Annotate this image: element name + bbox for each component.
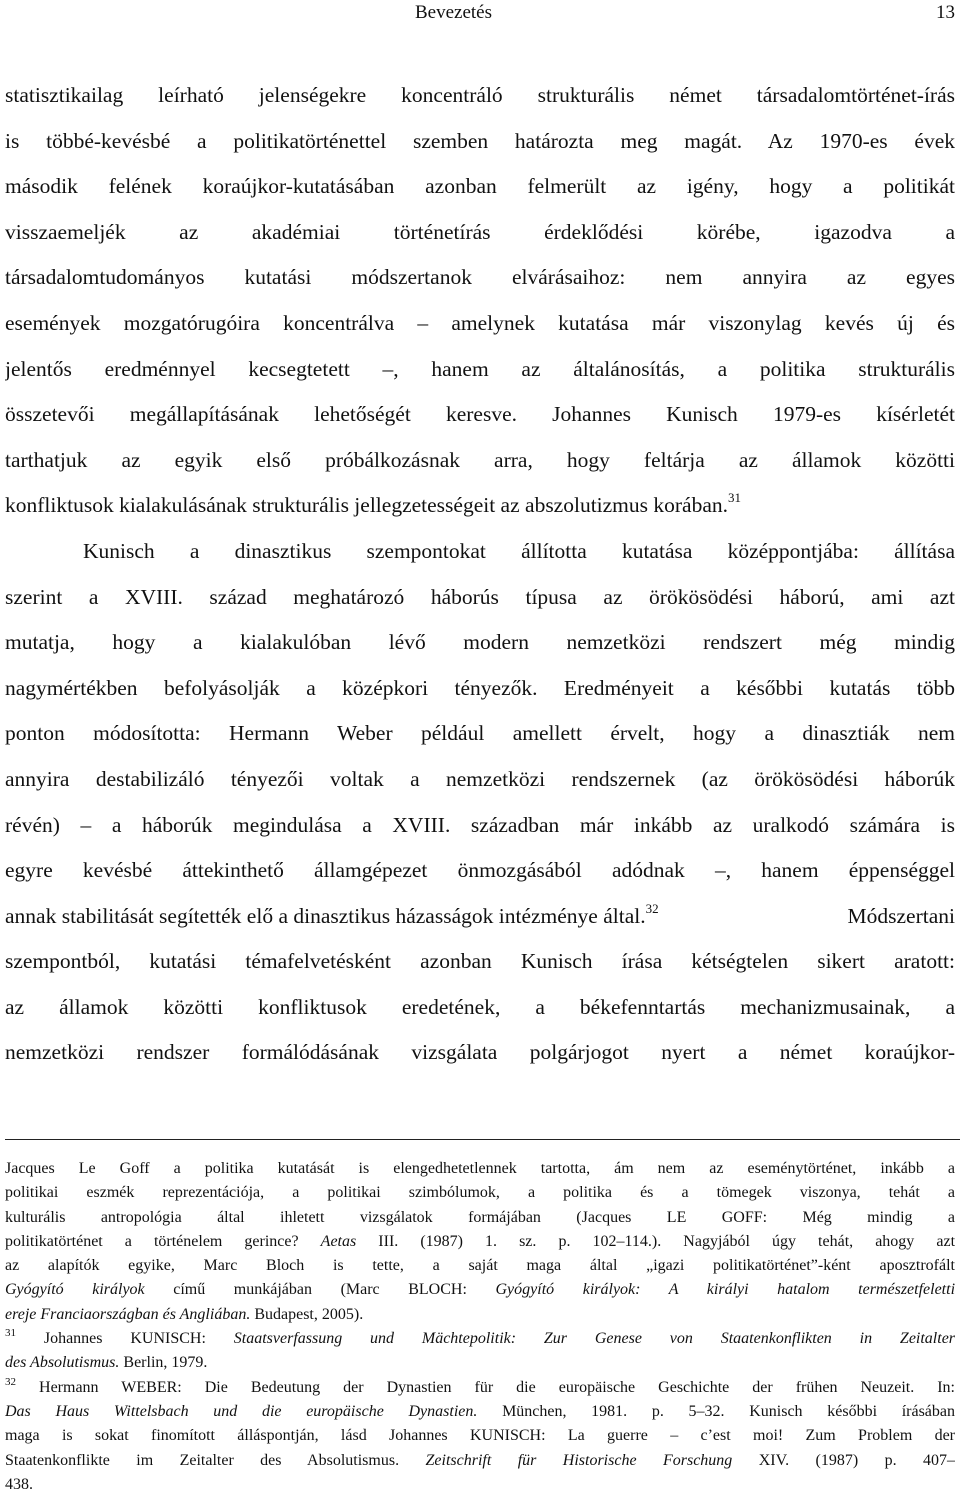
body-line: nagymértékben befolyásolják a középkori tényezők. Eredményeit a későbbi kutatás több (5, 675, 955, 700)
body-line (5, 483, 955, 529)
footnote-line: az alapítók egyike, Marc Bloch is tette, a saját maga által „igazi politikatörténet”-ként aposztrofált (5, 1257, 955, 1275)
footnote-text: Budapest, 2005). (254, 1305, 364, 1323)
footnote-text: : (201, 1330, 206, 1348)
footnote-text: : Die Bedeutung der Dynastien für die europäische Geschichte der frühen Neuzeit. In: (177, 1378, 955, 1396)
journal-title: Aetas (320, 1232, 357, 1250)
body-line: tarthatjuk az egyik első próbálkozásnak arra, hogy feltárja az államok közötti (5, 447, 955, 472)
footnote-line (5, 1303, 955, 1327)
author-smallcaps: WEBER (121, 1378, 178, 1396)
footnote-line (5, 1400, 955, 1424)
footnote-text: : Még mindig a (762, 1208, 955, 1226)
author-smallcaps: BLOCH (408, 1281, 463, 1299)
author-smallcaps: KUNISCH (469, 1427, 542, 1445)
body-line: nemzetközi rendszer formálódásának vizsgálata polgárjogot nyert a német koraújkor- (5, 1040, 955, 1065)
book-title: Das Haus Wittelsbach und die europäische Dynastien. (5, 1402, 478, 1420)
book-title: Gyógyító királyok (5, 1281, 145, 1299)
body-line: révén) – a háborúk megindulása a XVIII. században már inkább az uralkodó számára is (5, 812, 955, 837)
body-line: egyre kevésbé áttekinthető államgépezet önmozgásából adódnak –, hanem éppenséggel (5, 858, 955, 883)
body-line: szerint a XVIII. század meghatározó háborús típusa az örökösödési háború, ami azt (5, 584, 955, 609)
body-line: összetevői megállapításának lehetőségét keresve. Johannes Kunisch 1979-es kísérletét (5, 402, 955, 427)
body-line: statisztikailag leírható jelenségekre koncentráló strukturális német társadalomtörténet-írás (5, 83, 955, 107)
body-line: visszaemeljék az akadémiai történetírás érdeklődési körébe, igazodva a (5, 219, 955, 244)
body-line: mutatja, hogy a kialakulóban lévő modern nemzetközi rendszert még mindig (5, 630, 955, 655)
footnote-line (5, 1278, 955, 1302)
body-line: társadalomtudományos kutatási módszertanok elvárásaihoz: nem annyira az egyes (5, 265, 955, 290)
body-line: jelentős eredménnyel kecsegtetett –, hanem az általánosítás, a politika strukturális (5, 356, 955, 381)
footnote-text: III. (1987) 1. sz. p. 102–114.). Nagyjából úgy tehát, ahogy azt (378, 1232, 955, 1250)
body-line (5, 894, 955, 940)
footnote-text: című munkájában (Marc (173, 1281, 380, 1299)
footnote-32 (5, 1376, 955, 1400)
body-line: az államok közötti konfliktusok eredetének, a békefenntartás mechanizmusainak, a (5, 994, 955, 1019)
footnote-separator (5, 1139, 960, 1140)
footnote-number: 32 (5, 1375, 16, 1388)
footnote-31 (5, 1327, 955, 1351)
book-title: ereje Franciaországban és Angliában. (5, 1305, 251, 1323)
body-line: szempontból, kutatási témafelvetésként azonban Kunisch írása kétségtelen sikert aratott: (5, 949, 955, 974)
journal-title: Zeitschrift für Historische Forschung (425, 1451, 733, 1469)
footnote-text: XIV. (1987) p. 407– (758, 1451, 955, 1469)
page-number: 13 (936, 2, 955, 23)
footnote-line: 438. (5, 1475, 33, 1493)
footnote-line (5, 1351, 955, 1375)
author-smallcaps: LE GOFF (666, 1208, 763, 1226)
footnote-text: Berlin, 1979. (123, 1354, 208, 1372)
footnote-text: maga is sokat finomított álláspontján, lásd Johannes (5, 1427, 448, 1445)
body-line: ponton módosította: Hermann Weber például amellett érvelt, hogy a dinasztiák nem (5, 721, 955, 746)
footnote-text: : La guerre – c’est moi! Zum Problem der (541, 1427, 955, 1445)
book-title: des Absolutismus. (5, 1354, 120, 1372)
footnote-line (5, 1449, 955, 1473)
footnote-number: 31 (5, 1327, 16, 1340)
footnote-line (5, 1230, 955, 1254)
footnote-text: Johannes (43, 1330, 103, 1348)
footnote-ref-31[interactable]: 31 (728, 490, 742, 506)
body-line-text: konfliktusok kialakulásának strukturális jellegzetességeit az abszolutizmus korában. (5, 493, 729, 518)
body-line: annyira destabilizáló tényezői voltak a nemzetközi rendszernek (az örökösödési háborúk (5, 766, 955, 791)
footnote-text: : (462, 1281, 467, 1299)
body-line-text-part: annak stabilitását segítették elő a dinasztikus házasságok intézménye által. (5, 903, 646, 928)
footnote-text: Staatenkonflikte im Zeitalter des Absolutismus. (5, 1451, 400, 1469)
book-title: Gyógyító királyok: A királyi hatalom természetfeletti (495, 1281, 955, 1299)
footnotes (5, 1157, 955, 1497)
footnote-text: kulturális antropológia által ihletett vizsgálatok formájában (Jacques (5, 1208, 632, 1226)
footnote-line: politikai eszmék reprezentációja, a politikai szimbólumok, a politika és a tömegek viszonya, tehát a (5, 1184, 955, 1202)
footnote-text: Hermann (39, 1378, 99, 1396)
footnote-text: München, 1981. p. 5–32. Kunisch későbbi írásában (502, 1402, 955, 1420)
footnote-text: politikatörténet a történelem gerince? (5, 1232, 299, 1250)
body-line: Kunisch a dinasztikus szempontokat állította kutatása középpontjába: állítása (83, 538, 955, 563)
footnote-ref-32[interactable]: 32 (645, 900, 659, 916)
footnote-line (5, 1424, 955, 1448)
book-title: Staatsverfassung und Mächtepolitik: Zur Genese von Staatenkonflikten in Zeitalter (233, 1330, 955, 1348)
footnote-line: Jacques Le Goff a politika kutatását is elengedhetetlennek tartotta, ám nem az eseménytörténet, inkább a (5, 1160, 955, 1177)
footnote-line (5, 1206, 955, 1230)
body-line: események mozgatórugóira koncentrálva – amelynek kutatása már viszonylag kevés új és (5, 310, 955, 335)
body-line-text-end: Módszertani (847, 903, 955, 928)
running-header-title: Bevezetés (415, 2, 493, 23)
author-smallcaps: KUNISCH (130, 1330, 202, 1348)
body-line: is többé-kevésbé a politikatörténettel szemben határozta meg magát. Az 1970-es évek (5, 128, 955, 153)
body-line: második felének koraújkor-kutatásában azonban felmerült az igény, hogy a politikát (5, 174, 955, 199)
body-line-text (5, 894, 659, 940)
body-text (5, 73, 955, 1076)
